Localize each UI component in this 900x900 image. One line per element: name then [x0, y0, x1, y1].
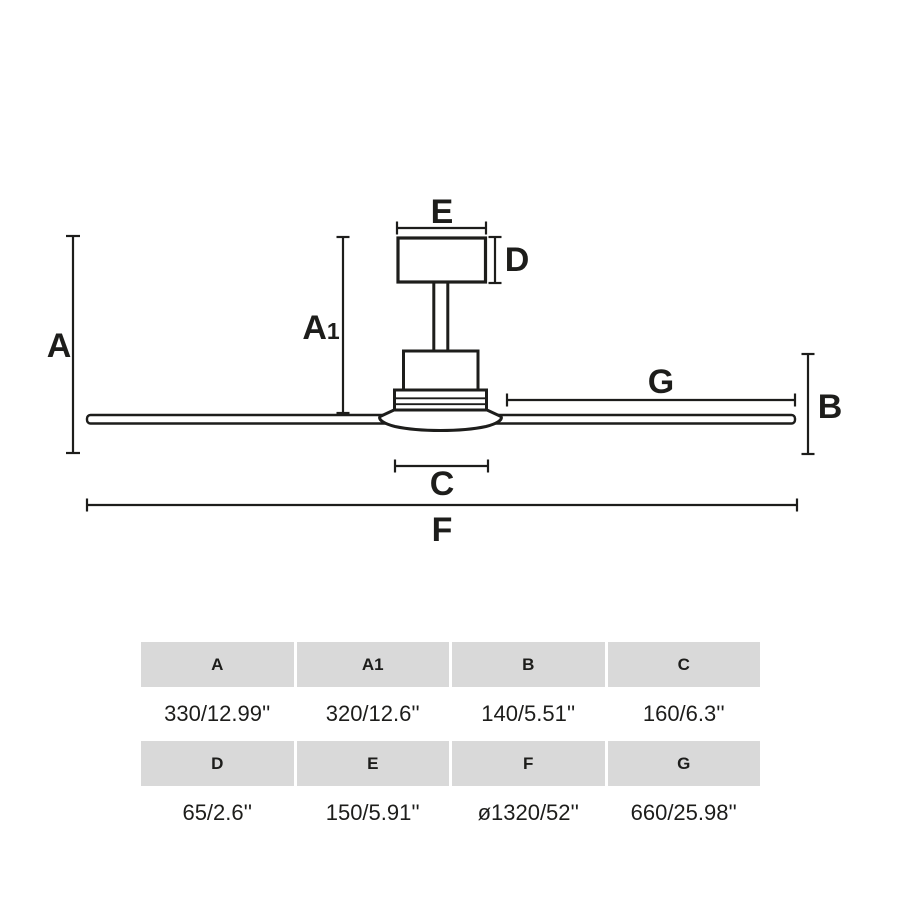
- spec-header-C: C: [608, 642, 761, 687]
- fan-base-housing: [395, 390, 487, 410]
- spec-header-G: G: [608, 741, 761, 786]
- fan-motor-housing: [404, 351, 479, 390]
- dim-label-B: B: [817, 388, 843, 426]
- fan-downrod: [434, 280, 448, 353]
- dim-label-E: E: [430, 193, 454, 231]
- dim-label-A1: A1: [302, 309, 340, 347]
- spec-table-header-row-1: [141, 642, 760, 687]
- spec-header-B: B: [452, 642, 605, 687]
- spec-header-F: F: [452, 741, 605, 786]
- spec-table-value-row-1: [141, 687, 760, 741]
- dim-label-G: G: [647, 363, 675, 401]
- fan-hub-skirt: [380, 410, 502, 431]
- fan-canopy: [398, 238, 486, 282]
- spec-value-A: 330/12.99'': [141, 687, 294, 741]
- dim-label-D: D: [504, 241, 530, 279]
- spec-table-value-row-2: [141, 786, 760, 840]
- spec-value-G: 660/25.98'': [608, 786, 761, 840]
- spec-value-B: 140/5.51'': [452, 687, 605, 741]
- dim-label-F: F: [431, 511, 453, 549]
- spec-value-F: ø1320/52'': [452, 786, 605, 840]
- spec-table: [141, 642, 760, 840]
- dim-line-B: [802, 354, 815, 454]
- spec-value-E: 150/5.91'': [297, 786, 450, 840]
- spec-value-A1: 320/12.6'': [297, 687, 450, 741]
- spec-value-C: 160/6.3'': [608, 687, 761, 741]
- spec-header-A: A: [141, 642, 294, 687]
- spec-header-E: E: [297, 741, 450, 786]
- dim-label-C: C: [429, 465, 455, 503]
- dim-label-A: A: [46, 327, 72, 365]
- spec-header-D: D: [141, 741, 294, 786]
- spec-table-header-row-2: [141, 741, 760, 786]
- spec-header-A1: A1: [297, 642, 450, 687]
- spec-value-D: 65/2.6'': [141, 786, 294, 840]
- fan-drawing: [87, 238, 795, 431]
- dim-line-D: [489, 237, 502, 283]
